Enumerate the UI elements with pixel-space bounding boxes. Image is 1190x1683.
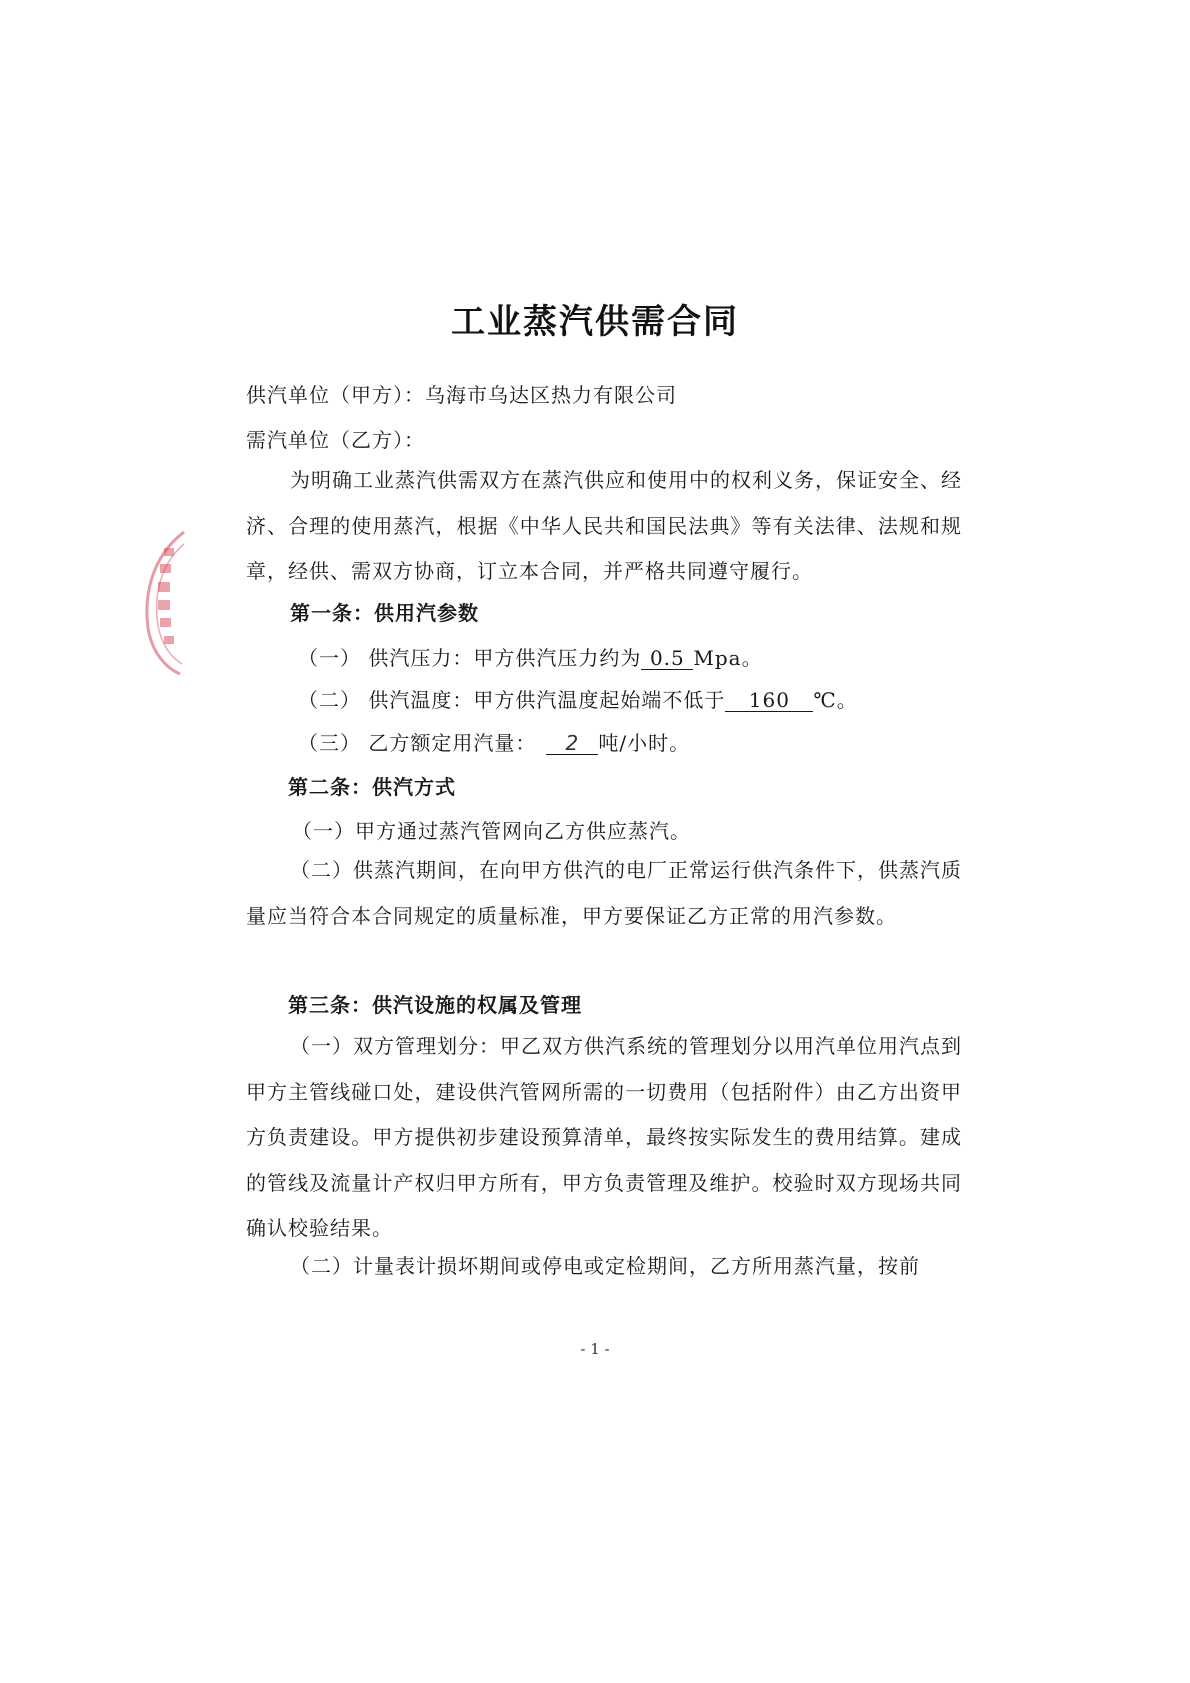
item2-unit: ℃。 <box>813 688 858 712</box>
contract-title: 工业蒸汽供需合同 <box>451 302 739 342</box>
temperature-value: 160 <box>725 689 813 712</box>
item1-unit: Mpa。 <box>693 646 763 670</box>
article3-p1: （一）双方管理划分：甲乙双方供汽系统的管理划分以用汽单位用汽点到甲方主管线碰口处，建设供汽管网所需的一切费用（包括附件）由乙方出资甲方负责建设。甲方提供初步建设预算清单，最终按实际发生的费用结算。建成的管线及流量计产权归甲方所有，甲方负责管理及维护。校验时双方现场共同确认校验结果。 <box>246 1034 962 1241</box>
item3-unit: 吨/小时。 <box>598 731 691 755</box>
item3-prefix: （三） 乙方额定用汽量： <box>298 731 537 755</box>
intro-paragraph: 为明确工业蒸汽供需双方在蒸汽供应和使用中的权利义务，保证安全、经济、合理的使用蒸汽，根据《中华人民共和国民法典》等有关法律、法规和规章，经供、需双方协商，订立本合同，并严格共同遵守履行。 <box>246 468 962 584</box>
item1-prefix: （一） 供汽压力：甲方供汽压力约为 <box>298 646 642 670</box>
article2-p1: （一）甲方通过蒸汽管网向乙方供应蒸汽。 <box>292 819 691 843</box>
article3-p2: （二）计量表计损坏期间或停电或定检期间，乙方所用蒸汽量，按前 <box>290 1254 920 1278</box>
page-number: - 1 - <box>580 1340 610 1358</box>
company-seal-stamp <box>140 528 188 678</box>
article1-item1 <box>298 645 763 671</box>
article2-p2: （二）供蒸汽期间，在向甲方供汽的电厂正常运行供汽条件下，供蒸汽质量应当符合本合同规定的质量标准，甲方要保证乙方正常的用汽参数。 <box>246 858 962 928</box>
article1-item3 <box>298 730 690 756</box>
article2-heading: 第二条：供汽方式 <box>288 775 456 799</box>
pressure-value: 0.5 <box>641 647 693 670</box>
item2-prefix: （二） 供汽温度：甲方供汽温度起始端不低于 <box>298 688 726 712</box>
supplier-label: 供汽单位（甲方）： <box>246 383 425 407</box>
supplier-name: 乌海市乌达区热力有限公司 <box>425 383 677 407</box>
rated-steam-value: 2 <box>546 732 598 755</box>
buyer-line <box>246 427 425 453</box>
buyer-label: 需汽单位（乙方）： <box>246 428 425 452</box>
article3-heading: 第三条：供汽设施的权属及管理 <box>288 993 582 1017</box>
article1-heading: 第一条：供用汽参数 <box>290 601 479 625</box>
supplier-line <box>246 382 677 408</box>
article1-item2 <box>298 687 858 713</box>
